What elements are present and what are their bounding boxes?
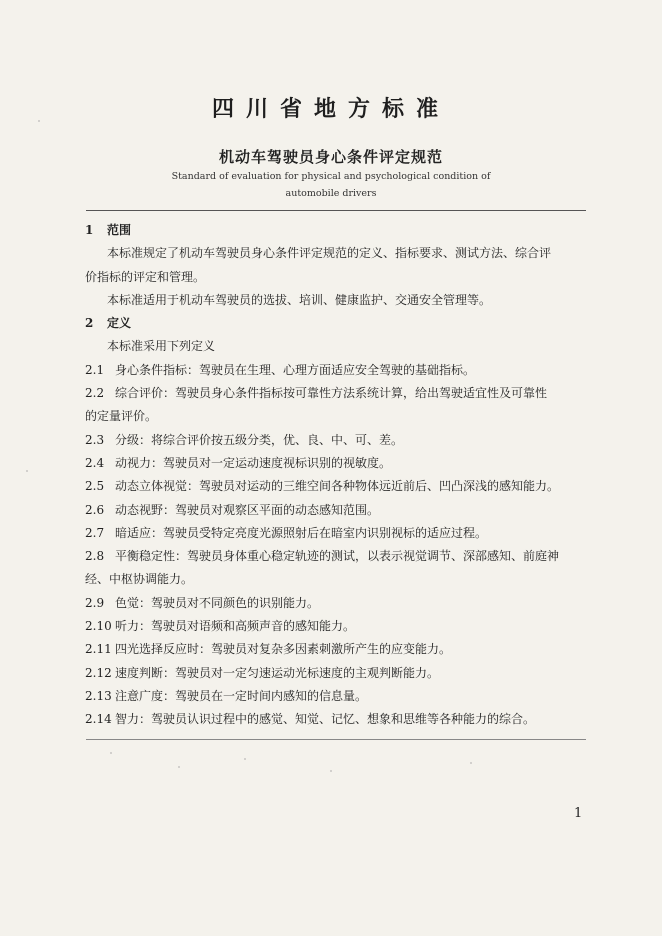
definition-item [85,662,595,685]
scan-speck [38,120,40,122]
definition-item [85,475,595,498]
definition-continuation: 的定量评价。 [85,409,158,424]
definition-number: 2.12 [85,665,112,680]
definition-item [85,708,595,731]
definition-number: 2.9 [85,595,105,610]
paragraph-line: 本标准规定了机动车驾驶员身心条件评定规范的定义、指标要求、测试方法、综合评 [107,246,552,261]
definition-number: 2.3 [85,432,105,447]
definition-number: 2.8 [85,549,105,564]
section-heading-text: 定义 [107,316,132,331]
scan-speck [26,470,28,472]
definition-number: 2.2 [85,386,105,401]
definition-text: 动视力：驾驶员对一定运动速度视标识别的视敏度。 [115,455,392,470]
paragraph-line: 本标准适用于机动车驾驶员的选拔、培训、健康监护、交通安全管理等。 [107,292,492,307]
definition-item [85,382,595,405]
definition-number: 2.1 [85,362,105,377]
top-rule [86,210,586,211]
definition-item [85,522,595,545]
document-title: 机动车驾驶员身心条件评定规范 [218,148,443,166]
english-title-line-2: automobile drivers [285,188,377,199]
section-1-heading [85,219,595,242]
section-number: 2 [85,316,94,331]
definition-number: 2.14 [85,712,112,727]
definition-text: 综合评价：驾驶员身心条件指标按可靠性方法系统计算，给出驾驶适宜性及可靠性 [115,386,548,401]
definition-text: 身心条件指标：驾驶员在生理、心理方面适应安全驾驶的基础指标。 [115,362,476,377]
definition-number: 2.13 [85,688,112,703]
definition-number: 2.7 [85,525,105,540]
scan-speck [110,752,112,754]
definition-number: 2.10 [85,619,112,634]
definition-text: 四光选择反应时：驾驶员对复杂多因素刺激所产生的应变能力。 [115,642,452,657]
section-number: 1 [85,223,94,237]
definition-number: 2.6 [85,502,105,517]
scan-speck [244,758,246,760]
definition-item [85,359,595,382]
english-title [0,168,662,202]
english-title-line-1: Standard of evaluation for physical and psychological condition of [171,171,491,182]
definition-text: 动态视野：驾驶员对观察区平面的动态感知范围。 [115,502,380,517]
definition-text: 听力：驾驶员对语频和高频声音的感知能力。 [115,619,356,634]
definition-text: 智力：驾驶员认识过程中的感觉、知觉、记忆、想象和思维等各种能力的综合。 [115,712,536,727]
section-heading-text: 范围 [107,223,132,237]
definition-text: 分级：将综合评价按五级分类，优、良、中、可、差。 [115,432,404,447]
definition-number: 2.4 [85,455,105,470]
definition-item [85,638,595,661]
scan-speck [470,762,472,764]
section-intro: 本标准采用下列定义 [107,339,216,354]
definition-item [85,685,595,708]
definition-text: 色觉：驾驶员对不同颜色的识别能力。 [115,595,320,610]
standard-title: 四川省地方标准 [211,96,450,122]
bottom-rule [86,739,586,740]
definition-item [85,545,595,568]
definition-text: 注意广度：驾驶员在一定时间内感知的信息量。 [115,688,368,703]
definition-item [85,429,595,452]
definition-text: 平衡稳定性：驾驶员身体重心稳定轨迹的测试，以表示视觉调节、深部感知、前庭神 [115,549,560,564]
definition-number: 2.5 [85,479,105,494]
definition-item [85,615,595,638]
definition-text: 动态立体视觉：驾驶员对运动的三维空间各种物体远近前后、凹凸深浅的感知能力。 [115,479,560,494]
definition-text: 速度判断：驾驶员对一定匀速运动光标速度的主观判断能力。 [115,665,440,680]
section-2-heading [85,312,595,335]
definition-item [85,499,595,522]
paragraph-line: 价指标的评定和管理。 [85,269,206,284]
definition-item [85,452,595,475]
definition-text: 暗适应：驾驶员受特定亮度光源照射后在暗室内识别视标的适应过程。 [115,525,488,540]
scan-speck [330,770,332,772]
scan-speck [178,766,180,768]
definition-number: 2.11 [85,642,112,657]
definition-continuation: 经、中枢协调能力。 [85,572,194,587]
document-body [85,219,595,732]
page-number: 1 [574,806,583,821]
definition-item [85,592,595,615]
